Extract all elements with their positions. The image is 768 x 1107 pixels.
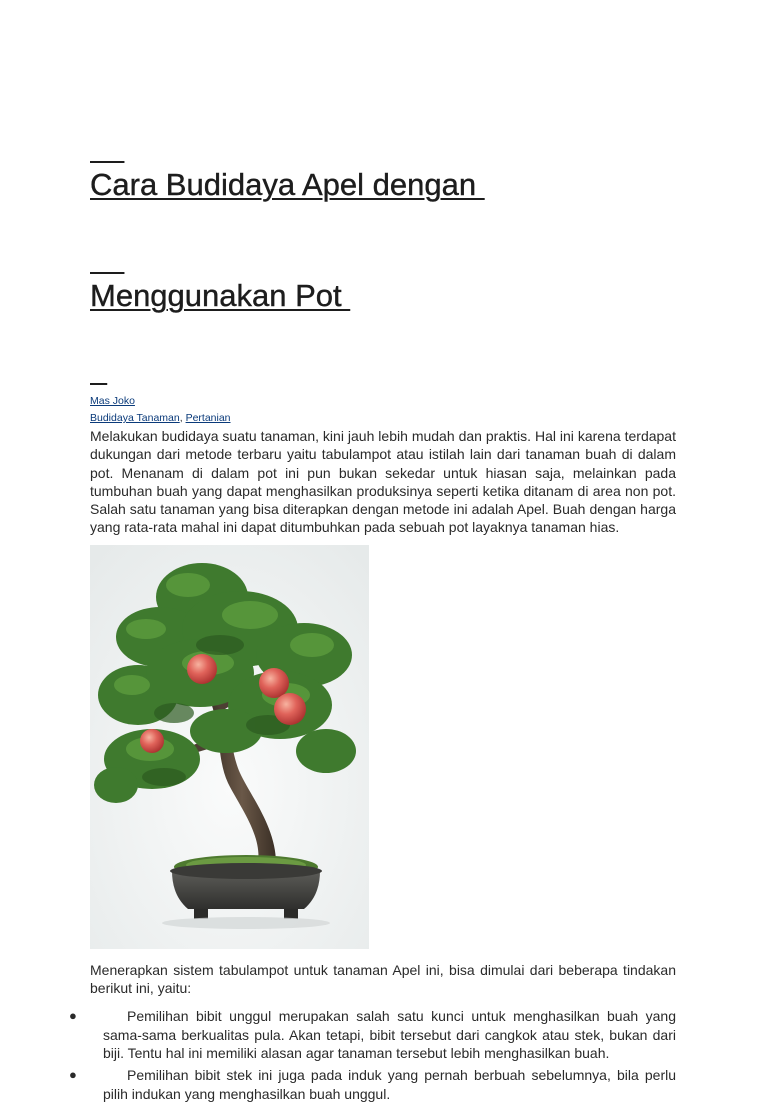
article-title	[90, 92, 676, 388]
category-links	[90, 411, 676, 425]
article	[69, 92, 676, 1107]
apple-bonsai-illustration	[90, 545, 369, 949]
list-item	[69, 1066, 676, 1103]
category-link-pertanian[interactable]: Pertanian	[185, 412, 231, 424]
steps-list	[69, 1007, 676, 1102]
lead-paragraph: Menerapkan sistem tabulampot untuk tanaman Apel ini, bisa dimulai dari beberapa tindakan berikut ini, yaitu:	[90, 961, 676, 997]
category-link-budidaya-tanaman[interactable]: Budidaya Tanaman	[90, 412, 180, 424]
apple-bonsai-image	[90, 545, 369, 949]
author-link[interactable]: Mas Joko	[90, 395, 135, 407]
article-title-line-2: Menggunakan Pot	[90, 278, 351, 313]
intro-paragraph: Melakukan budidaya suatu tanaman, kini jauh lebih mudah dan praktis. Hal ini karena terdapat dukungan dari metode terbaru yaitu tabulampot atau istilah lain dari tanaman buah di dalam pot. Menanam di dalam pot ini pun bukan sekedar untuk hiasan saja, melainkan pada tumbuhan buah yang dapat menghasilkan produksinya seperti ketika ditanam di area non pot. Salah satu tanaman yang bisa diterapkan dengan metode ini adalah Apel. Buah dengan harga yang rata-rata mahal ini dapat ditumbuhkan pada sebuah pot layaknya tanaman hias.	[90, 428, 676, 536]
article-title-line-1: Cara Budidaya Apel dengan	[90, 167, 485, 202]
bullet-icon: ●	[69, 1008, 77, 1024]
step-text: Pemilihan bibit stek ini juga pada induk yang pernah berbuah sebelumnya, bila perlu pilih indukan yang menghasilkan buah unggul.	[103, 1067, 676, 1102]
bullet-icon: ●	[69, 1067, 77, 1083]
step-text: Pemilihan bibit unggul merupakan salah satu kunci untuk menghasilkan buah yang sama-sama berkualitas pula. Akan tetapi, bibit tersebut dari cangkok atau stek, bukan dari biji. Tentu hal ini memiliki alasan agar tanaman tersebut lebih menghasilkan buah.	[103, 1008, 676, 1061]
list-item	[69, 1007, 676, 1062]
category-separator: ,	[179, 412, 186, 424]
